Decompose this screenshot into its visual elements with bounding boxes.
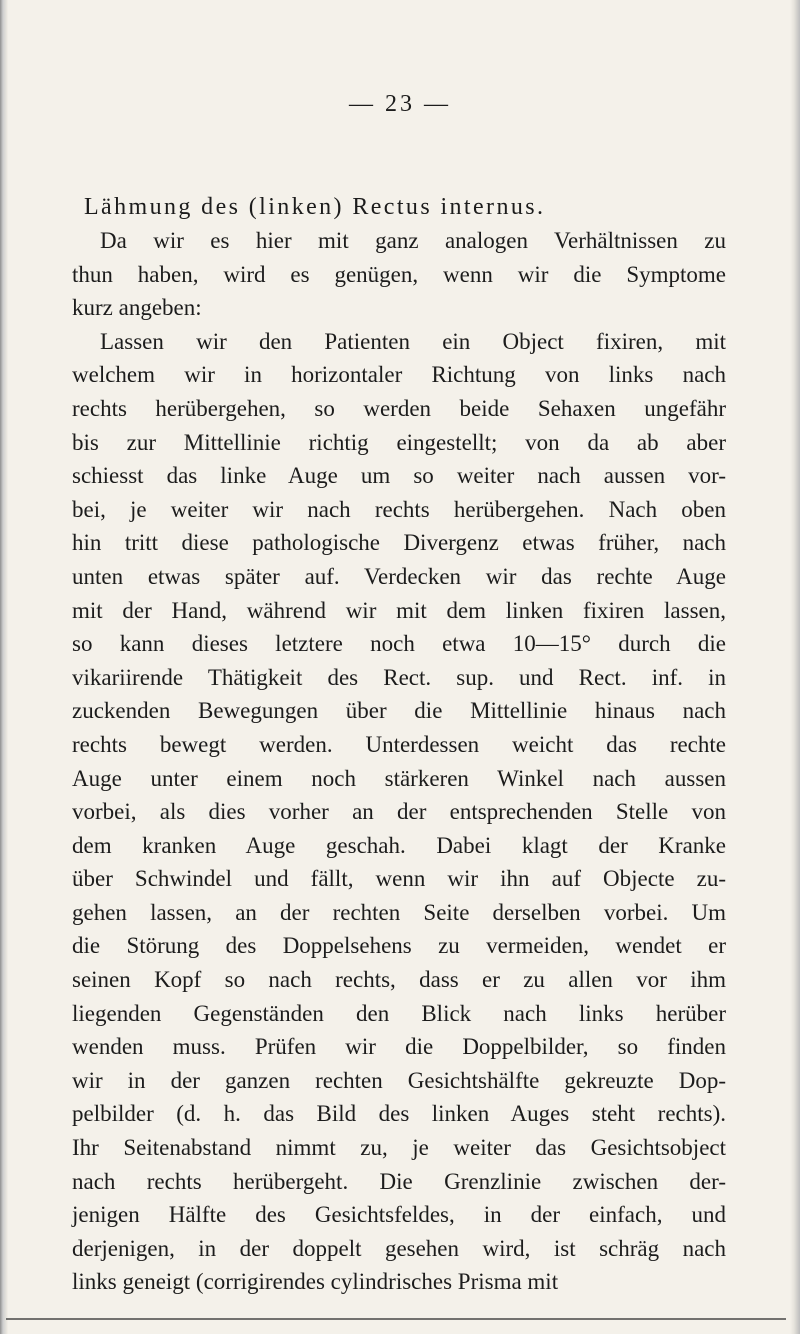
- text-line: wenden muss. Prüfen wir die Doppelbilder, so finden: [72, 1034, 726, 1060]
- text-line: Lassen wir den Patienten ein Object fixiren, mit: [100, 328, 726, 354]
- text-body: [72, 190, 726, 1299]
- text-line: nach rechts herübergeht. Die Grenzlinie zwischen der-: [72, 1168, 726, 1194]
- page-edge-shadow: [790, 0, 800, 1334]
- text-line: mit der Hand, während wir mit dem linken fixiren lassen,: [72, 597, 726, 623]
- text-line: bis zur Mittellinie richtig eingestellt; von da ab aber: [72, 429, 726, 455]
- text-line: wir in der ganzen rechten Gesichtshälfte gekreuzte Dop-: [72, 1067, 726, 1093]
- text-line: gehen lassen, an der rechten Seite derselben vorbei. Um: [72, 899, 726, 925]
- section-heading: Lähmung des (linken) Rectus internus.: [84, 194, 546, 220]
- text-line: seinen Kopf so nach rechts, dass er zu allen vor ihm: [72, 967, 726, 993]
- text-line: derjenigen, in der doppelt gesehen wird, ist schräg nach: [72, 1235, 726, 1261]
- text-line: pelbilder (d. h. das Bild des linken Auges steht rechts).: [72, 1101, 726, 1127]
- paragraph: [72, 325, 726, 1299]
- text-line: vikariirende Thätigkeit des Rect. sup. und Rect. inf. in: [72, 664, 726, 690]
- text-line: Ihr Seitenabstand nimmt zu, je weiter das Gesichtsobject: [72, 1135, 726, 1161]
- paragraphs: [72, 224, 726, 1299]
- paragraph: [72, 224, 726, 325]
- text-line: kurz angeben:: [72, 295, 202, 321]
- text-line: Auge unter einem noch stärkeren Winkel nach aussen: [72, 765, 726, 791]
- text-line: so kann dieses letztere noch etwa 10—15° durch die: [72, 631, 726, 657]
- text-line: dem kranken Auge geschah. Dabei klagt der Kranke: [72, 832, 726, 858]
- page-number: — 23 —: [349, 91, 451, 117]
- text-line: Da wir es hier mit ganz analogen Verhältnissen zu: [100, 228, 726, 253]
- text-line: vorbei, als dies vorher an der entsprechenden Stelle von: [72, 799, 726, 825]
- text-line: welchem wir in horizontaler Richtung von links nach: [72, 362, 726, 388]
- text-line: schiesst das linke Auge um so weiter nach aussen vor-: [72, 463, 726, 489]
- text-line: jenigen Hälfte des Gesichtsfeldes, in der einfach, und: [72, 1202, 726, 1228]
- text-line: rechts bewegt werden. Unterdessen weicht das rechte: [72, 731, 726, 757]
- text-line: thun haben, wird es genügen, wenn wir die Symptome: [72, 261, 726, 287]
- text-line: zuckenden Bewegungen über die Mittellinie hinaus nach: [72, 698, 726, 724]
- text-line: bei, je weiter wir nach rechts herübergehen. Nach oben: [72, 496, 726, 522]
- text-line: die Störung des Doppelsehens zu vermeiden, wendet er: [72, 933, 726, 959]
- page-binding-shadow: [0, 0, 8, 1334]
- text-line: rechts herübergehen, so werden beide Sehaxen ungefähr: [72, 395, 726, 421]
- page-bottom-edge: [6, 1318, 786, 1320]
- text-line: über Schwindel und fällt, wenn wir ihn auf Objecte zu-: [72, 866, 726, 892]
- text-line: unten etwas später auf. Verdecken wir das rechte Auge: [72, 563, 726, 589]
- text-line: liegenden Gegenständen den Blick nach links herüber: [72, 1000, 726, 1026]
- text-line: hin tritt diese pathologische Divergenz etwas früher, nach: [72, 530, 726, 556]
- text-line: links geneigt (corrigirendes cylindrisches Prisma mit: [72, 1269, 559, 1295]
